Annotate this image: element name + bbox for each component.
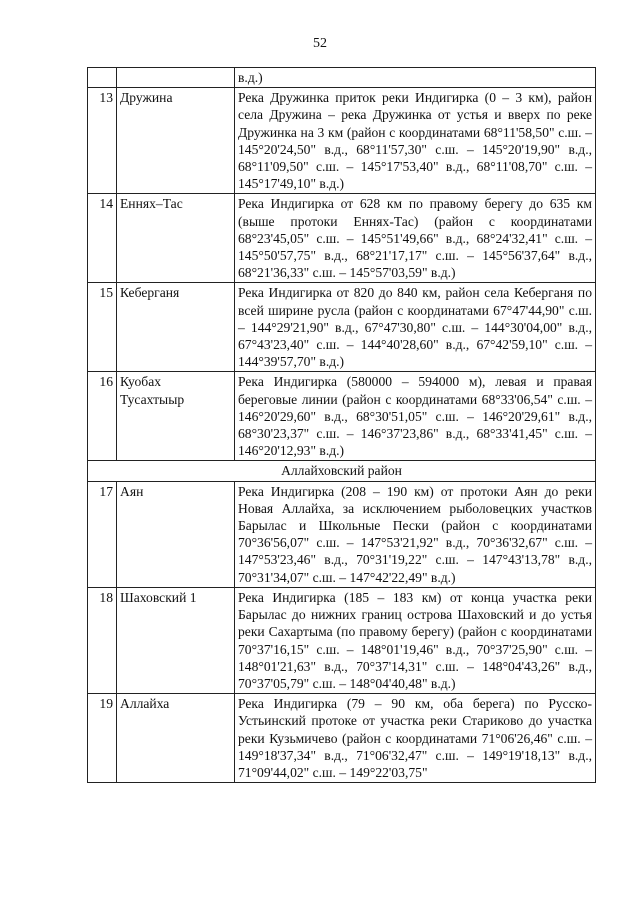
table-row: [88, 283, 596, 372]
area-description: Река Индигирка от 628 км по правому берегу до 635 км (выше протоки Еннях-Тас) (район с координатами 68°23'45,05" с.ш. – 145°51'49,66" в.д., 68°24'32,41" с.ш. – 145°50'57,75" в.д., 68°21'17,17" с.ш. – 145°56'37,64" в.д., 68°21'36,33" с.ш. – 145°57'03,59" в.д.): [235, 194, 596, 283]
area-name-line: Аллайха: [120, 696, 170, 712]
row-number: 13: [88, 88, 117, 194]
row-number: [88, 68, 117, 88]
page-number: 52: [313, 36, 327, 51]
row-number: 16: [88, 372, 117, 461]
area-description: Река Индигирка (185 – 183 км) от конца участка реки Барылас до нижних границ острова Шаховский и до устья реки Сахартыма (по правому берегу) (район с координатами 70°37'16,15" с.ш. – 148°01'19,46" в.д., 70°37'25,90" с.ш. – 148°01'21,63" в.д., 70°37'14,31" с.ш. – 148°04'43,26" в.д., 70°37'05,79" с.ш. – 148°04'40,48" в.д.): [235, 587, 596, 693]
table-row: [88, 587, 596, 693]
row-number: 17: [88, 481, 117, 587]
area-name-line: Куобах: [120, 374, 162, 390]
section-heading: Аллайховский район: [88, 461, 596, 481]
table-body: [88, 68, 596, 783]
table-row: [88, 372, 596, 461]
area-name-line: Кеберганя: [120, 285, 180, 301]
area-name: [117, 88, 235, 194]
row-number: 15: [88, 283, 117, 372]
row-number: 18: [88, 587, 117, 693]
row-number: 19: [88, 694, 117, 783]
area-name-line: Шаховский 1: [120, 589, 197, 605]
area-description: Река Индигирка (79 – 90 км, оба берега) по Русско-Устьинский протоке от участка реки Стариково до участка реки Кузьмичево (район с координатами 71°06'26,46" с.ш. – 149°18'37,34" в.д., 71°06'32,47" с.ш. – 149°19'18,13" в.д., 71°09'44,02" с.ш. – 149°22'03,75": [235, 694, 596, 783]
table-row: [88, 694, 596, 783]
area-name: [117, 372, 235, 461]
area-name-line: Дружина: [120, 90, 173, 106]
table-row: [88, 194, 596, 283]
area-name: [117, 694, 235, 783]
table-row-continuation: [88, 68, 596, 88]
area-description: Река Индигирка (208 – 190 км) от протоки Аян до реки Новая Аллайха, за исключением рыболовецких участков Барылас и Школьные Пески (район с координатами 70°36'56,07" с.ш. – 147°53'21,92" в.д., 70°36'32,67" с.ш. – 147°53'23,46" в.д., 70°31'19,22" с.ш. – 147°43'13,78" в.д., 70°31'34,07" с.ш. – 147°42'22,49" в.д.): [235, 481, 596, 587]
section-heading-row: [88, 461, 596, 481]
area-name: [117, 481, 235, 587]
area-description: Река Индигирка (580000 – 594000 м), левая и правая береговые линии (район с координатами 68°33'06,54" с.ш. – 146°20'29,60" в.д., 68°30'51,05" с.ш. – 146°20'29,61" в.д., 68°30'23,37" с.ш. – 146°37'23,86" в.д., 68°33'41,45" с.ш. – 146°20'12,93" в.д.): [235, 372, 596, 461]
table-row: [88, 481, 596, 587]
table-row: [88, 88, 596, 194]
row-number: 14: [88, 194, 117, 283]
area-name: [117, 68, 235, 88]
fishing-areas-table: [87, 67, 596, 783]
area-name-line: Тусахтыыр: [120, 391, 185, 407]
area-name: [117, 587, 235, 693]
area-name-line: Аян: [120, 483, 144, 499]
area-description: Река Дружинка приток реки Индигирка (0 – 3 км), район села Дружина – река Дружинка от устья и вверх по реке Дружинка на 3 км (район с координатами 68°11'58,50" с.ш. – 145°20'24,50" в.д., 68°11'57,30" с.ш. – 145°20'19,90" в.д., 68°11'09,50" с.ш. – 145°17'53,40" в.д., 68°11'08,70" с.ш. – 145°17'49,10" в.д.): [235, 88, 596, 194]
area-name: [117, 283, 235, 372]
area-name-line: Еннях–Тас: [120, 196, 183, 212]
area-description: Река Индигирка от 820 до 840 км, район села Кеберганя по всей ширине русла (район с координатами 67°47'44,90" с.ш. – 144°29'21,90" в.д., 67°47'30,80" с.ш. – 144°30'04,00" в.д., 67°43'23,40" с.ш. – 144°40'28,60" в.д., 67°42'59,10" с.ш. – 144°39'57,70" в.д.): [235, 283, 596, 372]
area-name: [117, 194, 235, 283]
area-description: в.д.): [235, 68, 596, 88]
